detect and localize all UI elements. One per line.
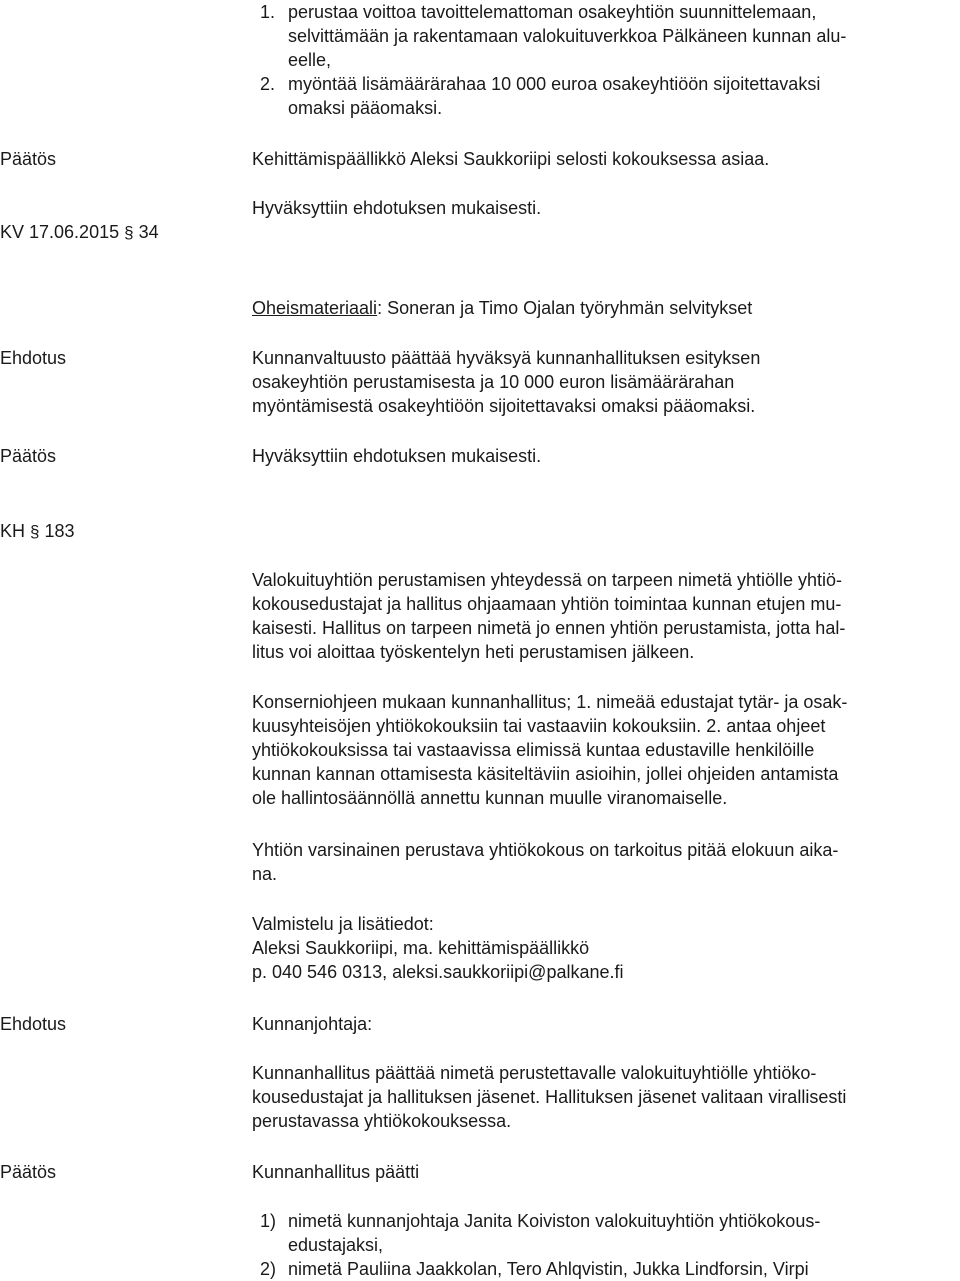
text-line: Kunnanvaltuusto päättää hyväksyä kunnanhallituksen esityksen <box>252 348 761 368</box>
kh-number: 183 <box>44 521 75 541</box>
kv-number: 34 <box>138 222 159 242</box>
paragraph-3 <box>252 838 956 886</box>
label-ehdotus: Ehdotus <box>0 1014 67 1034</box>
kv-ref-text: KV 17.06.2015 <box>0 222 120 242</box>
list-number: 1) <box>260 1211 277 1231</box>
kv-decision: Hyväksyttiin ehdotuksen mukaisesti. <box>252 198 542 218</box>
kh-ref-text: KH <box>0 521 26 541</box>
proposal-paragraph <box>252 1061 956 1133</box>
label-paatos: Päätös <box>0 149 57 169</box>
proposal-paragraph <box>252 346 956 418</box>
decision-list <box>252 1209 956 1281</box>
paragraph-2 <box>252 690 956 810</box>
list-line: myöntää lisämäärärahaa 10 000 euroa osakeyhtiöön sijoitettavaksi <box>288 74 821 94</box>
top-numbered-list <box>252 0 956 120</box>
list-item <box>252 1257 956 1281</box>
proposer: Kunnanjohtaja: <box>252 1014 373 1034</box>
kv-statement: Kehittämispäällikkö Aleksi Saukkoriipi selosti kokouksessa asiaa. <box>252 149 770 169</box>
text-line: Konserniohjeen mukaan kunnanhallitus; 1. nimeää edustajat tytär- ja osak- <box>252 692 848 712</box>
proposal-decision: Hyväksyttiin ehdotuksen mukaisesti. <box>252 446 542 466</box>
text-line: Yhtiön varsinainen perustava yhtiökokous on tarkoitus pitää elokuun aika- <box>252 840 839 860</box>
text-line: osakeyhtiön perustamisesta ja 10 000 euron lisämäärärahan <box>252 372 735 392</box>
list-line: omaksi pääomaksi. <box>288 98 443 118</box>
text-line: Kunnanhallitus päättää nimetä perustettavalle valokuituyhtiölle yhtiöko- <box>252 1063 817 1083</box>
kh-reference <box>0 519 75 544</box>
label-ehdotus: Ehdotus <box>0 348 67 368</box>
text-line: kuusyhteisöjen yhtiökokouksiin tai vastaaviin kokouksiin. 2. antaa ohjeet <box>252 716 826 736</box>
text-line: kunnan kannan ottamisesta käsiteltäviin asioihin, jollei ohjeiden antamista <box>252 764 839 784</box>
label-paatos: Päätös <box>0 446 57 466</box>
contact-heading: Valmistelu ja lisätiedot: <box>252 914 434 934</box>
text-line: kokousedustajat ja hallitus ohjaamaan yhtiön toimintaa kunnan etujen mu- <box>252 594 842 614</box>
text-line: litus voi aloittaa työskentelyn heti perustamisen jälkeen. <box>252 642 695 662</box>
list-line: edustajaksi, <box>288 1235 384 1255</box>
attachment-line <box>252 296 752 320</box>
text-line: kaisesti. Hallitus on tarpeen nimetä jo ennen yhtiön perustamista, jotta hal- <box>252 618 846 638</box>
list-number: 2. <box>260 74 276 94</box>
list-item <box>252 72 956 120</box>
text-line: kousedustajat ja hallituksen jäsenet. Hallituksen jäsenet valitaan virallisesti <box>252 1087 847 1107</box>
list-item <box>252 0 956 72</box>
list-line: nimetä kunnanjohtaja Janita Koiviston valokuituyhtiön yhtiökokous- <box>288 1211 821 1231</box>
list-number: 2) <box>260 1259 277 1279</box>
attachment-label: Oheismateriaali <box>252 298 378 318</box>
text-line: myöntämisestä osakeyhtiöön sijoitettavaksi omaksi pääomaksi. <box>252 396 756 416</box>
kv-reference <box>0 220 159 245</box>
paragraph-1 <box>252 568 956 664</box>
label-paatos: Päätös <box>0 1162 57 1182</box>
decision-intro: Kunnanhallitus päätti <box>252 1162 420 1182</box>
text-line: Valokuituyhtiön perustamisen yhteydessä on tarpeen nimetä yhtiölle yhtiö- <box>252 570 843 590</box>
contact-block <box>252 912 956 984</box>
contact-name: Aleksi Saukkoriipi, ma. kehittämispäällikkö <box>252 938 590 958</box>
list-number: 1. <box>260 2 276 22</box>
list-line: perustaa voittoa tavoittelemattoman osakeyhtiön suunnittelemaan, <box>288 2 817 22</box>
list-line: selvittämään ja rakentamaan valokuituverkkoa Pälkäneen kunnan alu- <box>288 26 847 46</box>
list-line: eelle, <box>288 50 332 70</box>
text-line: yhtiökokouksissa tai vastaavissa elimissä kuntaa edustaville henkilöille <box>252 740 815 760</box>
text-line: na. <box>252 864 278 884</box>
list-line: nimetä Pauliina Jaakkolan, Tero Ahlqvistin, Jukka Lindforsin, Virpi <box>288 1259 809 1279</box>
text-line: perustavassa yhtiökokouksessa. <box>252 1111 512 1131</box>
list-item <box>252 1209 956 1257</box>
section-icon: § <box>30 522 40 541</box>
section-icon: § <box>124 223 134 242</box>
text-line: ole hallintosäännöllä annettu kunnan muulle viranomaiselle. <box>252 788 728 808</box>
contact-details: p. 040 546 0313, aleksi.saukkoriipi@palkane.fi <box>252 962 624 982</box>
attachment-text: : Soneran ja Timo Ojalan työryhmän selvitykset <box>377 298 753 318</box>
